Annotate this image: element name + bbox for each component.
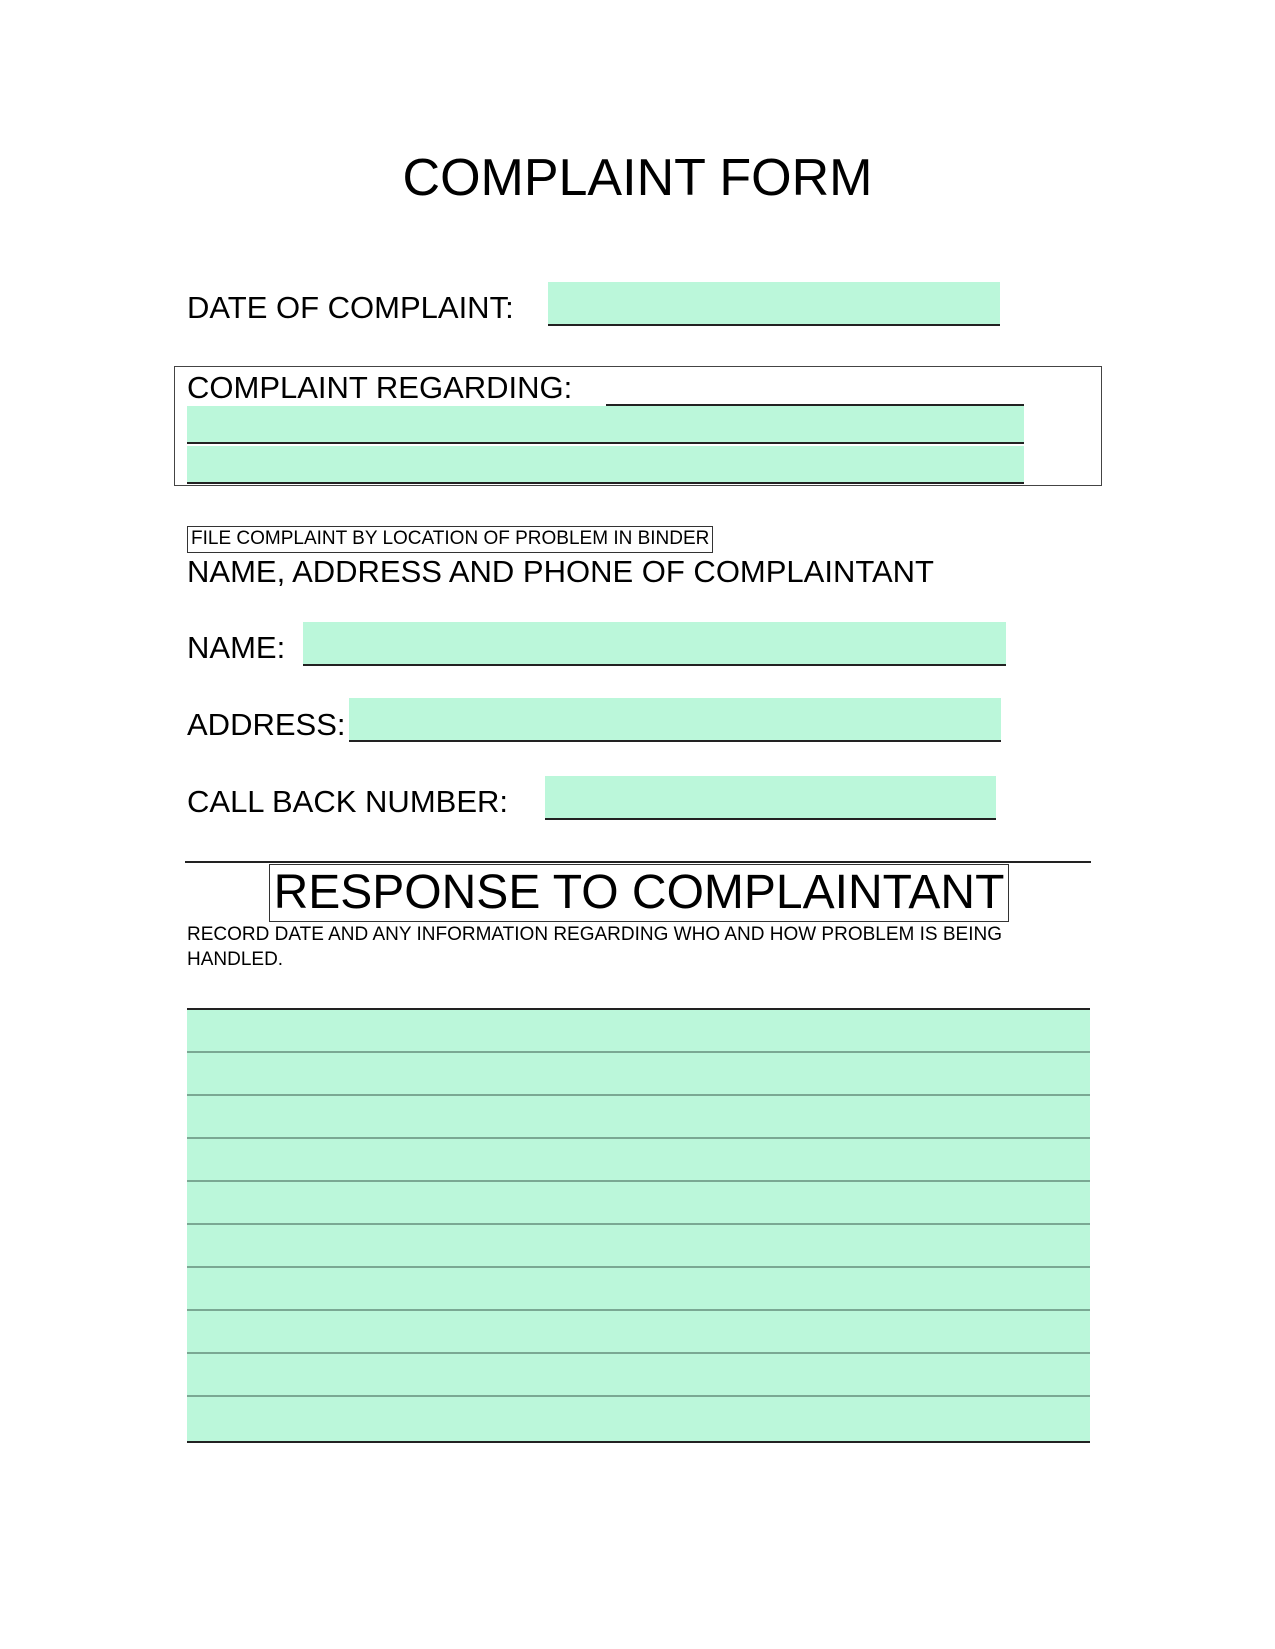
call-back-number-label: CALL BACK NUMBER: xyxy=(187,784,508,819)
response-line xyxy=(187,1266,1090,1268)
response-line xyxy=(187,1352,1090,1354)
complaint-regarding-label: COMPLAINT REGARDING: xyxy=(187,370,573,405)
response-line xyxy=(187,1309,1090,1311)
file-complaint-note: FILE COMPLAINT BY LOCATION OF PROBLEM IN BINDER xyxy=(187,526,713,553)
date-of-complaint-field[interactable] xyxy=(548,282,1000,326)
response-line xyxy=(187,1180,1090,1182)
complaint-regarding-line-2[interactable] xyxy=(187,406,1024,444)
response-line xyxy=(187,1223,1090,1225)
response-text-area[interactable] xyxy=(187,1008,1090,1443)
complaint-regarding-line-1[interactable] xyxy=(606,368,1024,406)
complaint-regarding-line-3[interactable] xyxy=(187,446,1024,484)
response-line xyxy=(187,1137,1090,1139)
response-line xyxy=(187,1051,1090,1053)
complainant-heading: NAME, ADDRESS AND PHONE OF COMPLAINTANT xyxy=(187,554,934,589)
response-line xyxy=(187,1395,1090,1397)
response-title: RESPONSE TO COMPLAINTANT xyxy=(269,864,1009,922)
response-instructions: RECORD DATE AND ANY INFORMATION REGARDING WHO AND HOW PROBLEM IS BEING HANDLED. xyxy=(187,924,1002,970)
address-label: ADDRESS: xyxy=(187,707,346,742)
name-field[interactable] xyxy=(303,622,1006,666)
page-title: COMPLAINT FORM xyxy=(402,149,873,207)
call-back-number-field[interactable] xyxy=(545,776,996,820)
response-line xyxy=(187,1094,1090,1096)
section-divider xyxy=(185,861,1091,863)
name-label: NAME: xyxy=(187,630,286,665)
date-of-complaint-label: DATE OF COMPLAINT: xyxy=(187,290,514,325)
address-field[interactable] xyxy=(349,698,1001,742)
